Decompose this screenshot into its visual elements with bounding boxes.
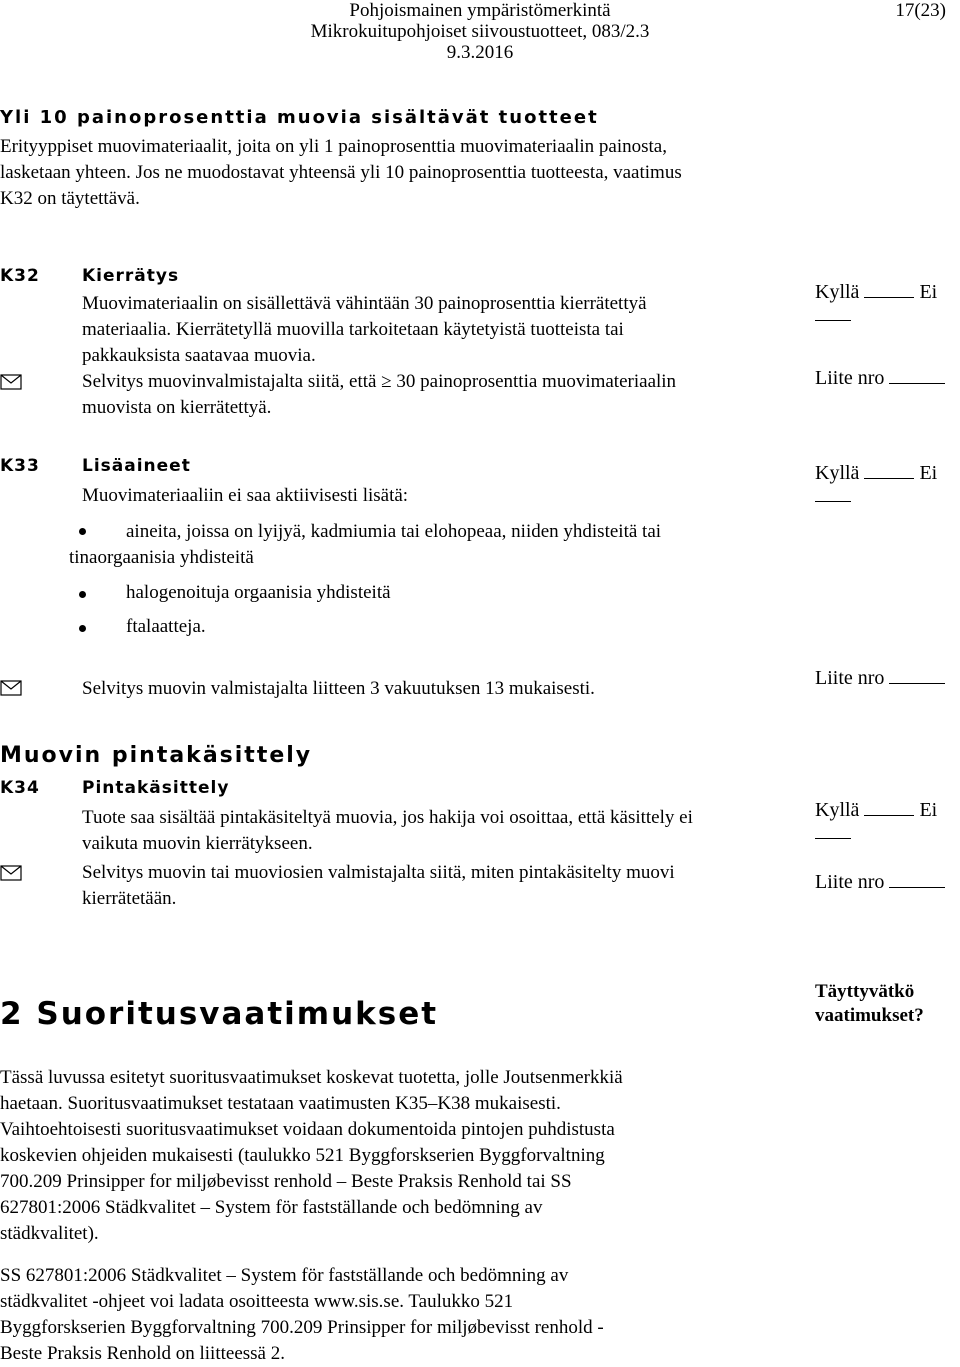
envelope-icon [0, 374, 22, 390]
requirement-text-k34 [82, 805, 782, 857]
paragraph-line: Byggforskserien Byggforvaltning 700.209 Prinsipper for miljøbevisst renhold - [0, 1317, 604, 1338]
paragraph-line: städkvalitet). [0, 1223, 99, 1244]
yes-blank[interactable] [864, 297, 914, 298]
paragraph-line: Beste Praksis Renhold on liitteessä 2. [0, 1343, 285, 1364]
compliance-heading-line: Täyttyvätkö [815, 981, 915, 1002]
paragraph-line: 627801:2006 Städkvalitet – System för fastställande och bedömning av [0, 1197, 543, 1218]
requirement-line: vaikuta muovin kierrätykseen. [82, 833, 313, 854]
requirement-title-k34: Pintakäsittely [82, 778, 230, 798]
requirement-text-k32 [82, 291, 782, 369]
compliance-k34 [815, 799, 960, 845]
documentation-line: Selvitys muovin tai muoviosien valmistajalta siitä, miten pintakäsitelty muovi [82, 862, 675, 883]
paragraph-line: städkvalitet -ohjeet voi ladata osoitteesta www.sis.se. Taulukko 521 [0, 1291, 514, 1312]
chapter-title: 2 Suoritusvaatimukset [0, 996, 439, 1032]
requirement-title-k32: Kierrätys [82, 266, 180, 286]
intro-line: K32 on täytettävä. [0, 188, 140, 209]
header-document: Mikrokuitupohjoiset siivoustuotteet, 083/2.3 [310, 21, 650, 42]
requirement-line: pakkauksista saatavaa muovia. [82, 345, 316, 366]
page-number: 17(23) [895, 0, 946, 21]
documentation-k34 [82, 860, 782, 912]
header-date: 9.3.2016 [446, 42, 514, 63]
documentation-text: Selvitys muovinvalmistajalta siitä, että [82, 371, 377, 392]
requirement-code-k33: K33 [0, 456, 40, 476]
documentation-k32 [82, 369, 782, 421]
paragraph-line: Tässä luvussa esitetyt suoritusvaatimukset koskevat tuotetta, jolle Joutsenmerkkiä [0, 1067, 623, 1088]
paragraph-line: koskevien ohjeiden mukaisesti (taulukko 521 Byggforskserien Byggforvaltning [0, 1145, 605, 1166]
attachment-blank[interactable] [889, 887, 945, 888]
header-org: Pohjoismainen ympäristömerkintä [349, 0, 611, 21]
bullet-item: ftalaatteja. [126, 616, 206, 637]
attachment-label: Liite nro [815, 667, 885, 689]
requirement-code-k34: K34 [0, 778, 40, 798]
intro-line: lasketaan yhteen. Jos ne muodostavat yhteensä yli 10 painoprosenttia tuotteesta, vaatimus [0, 162, 682, 183]
no-label: Ei [919, 462, 938, 484]
bullet-item: aineita, joissa on lyijyä, kadmiumia tai elohopeaa, niiden yhdisteitä tai [126, 521, 662, 542]
requirement-lead-k33: Muovimateriaaliin ei saa aktiivisesti lisätä: [82, 485, 409, 506]
attachment-blank[interactable] [889, 683, 945, 684]
paragraph-line: 700.209 Prinsipper for miljøbevisst renhold – Beste Praksis Renhold tai SS [0, 1171, 572, 1192]
yes-blank[interactable] [864, 478, 914, 479]
no-label: Ei [919, 281, 938, 303]
attachment-label: Liite nro [815, 367, 885, 389]
yes-label: Kyllä [815, 462, 860, 484]
paragraph-line: haetaan. Suoritusvaatimukset testataan vaatimusten K35–K38 mukaisesti. [0, 1093, 561, 1114]
intro-line: Erityyppiset muovimateriaalit, joita on yli 1 painoprosenttia muovimateriaalin painosta, [0, 136, 667, 157]
no-blank[interactable] [815, 501, 851, 502]
bullet-item: halogenoituja orgaanisia yhdisteitä [126, 582, 391, 603]
gte-symbol: ≥ [381, 371, 392, 392]
yes-label: Kyllä [815, 799, 860, 821]
compliance-k33 [815, 462, 960, 508]
bullet-icon [79, 625, 86, 632]
bullet-icon [79, 528, 86, 535]
attachment-k32 [815, 367, 945, 390]
attachment-label: Liite nro [815, 871, 885, 893]
requirement-line: Tuote saa sisältää pintakäsiteltyä muovia, jos hakija voi osoittaa, että käsittely ei [82, 807, 693, 828]
intro-title: Yli 10 painoprosenttia muovia sisältävät tuotteet [0, 107, 599, 128]
section-title-surface: Muovin pintakäsittely [0, 743, 313, 768]
intro-text [0, 134, 940, 212]
documentation-text: 30 painoprosenttia muovimateriaalin [396, 371, 677, 392]
no-blank[interactable] [815, 320, 851, 321]
chapter-paragraph-1 [0, 1065, 950, 1247]
envelope-icon [0, 680, 22, 696]
requirement-title-k33: Lisäaineet [82, 456, 191, 476]
documentation-line: kierrätetään. [82, 888, 177, 909]
attachment-blank[interactable] [889, 383, 945, 384]
compliance-column-heading [815, 980, 924, 1028]
requirement-line: materiaalia. Kierrätetyllä muovilla tarkoitetaan käytetyistä tuotteista tai [82, 319, 624, 340]
envelope-icon [0, 865, 22, 881]
attachment-k34 [815, 871, 945, 894]
requirement-line: Muovimateriaalin on sisällettävä vähintään 30 painoprosenttia kierrätettyä [82, 293, 647, 314]
paragraph-line: SS 627801:2006 Städkvalitet – System för fastställande och bedömning av [0, 1265, 569, 1286]
documentation-line [82, 369, 782, 395]
documentation-k33: Selvitys muovin valmistajalta liitteen 3 vakuutuksen 13 mukaisesti. [82, 678, 595, 699]
no-label: Ei [919, 799, 938, 821]
yes-label: Kyllä [815, 281, 860, 303]
paragraph-line: Vaihtoehtoisesti suoritusvaatimukset voidaan dokumentoida pintojen puhdistusta [0, 1119, 615, 1140]
compliance-heading-line: vaatimukset? [815, 1005, 924, 1026]
bullet-item-continued: tinaorgaanisia yhdisteitä [69, 547, 254, 568]
compliance-k32 [815, 281, 960, 327]
requirement-code-k32: K32 [0, 266, 40, 286]
documentation-line: muovista on kierrätettyä. [82, 397, 272, 418]
no-blank[interactable] [815, 838, 851, 839]
bullet-icon [79, 591, 86, 598]
yes-blank[interactable] [864, 815, 914, 816]
chapter-paragraph-2 [0, 1263, 950, 1367]
attachment-k33 [815, 667, 945, 690]
